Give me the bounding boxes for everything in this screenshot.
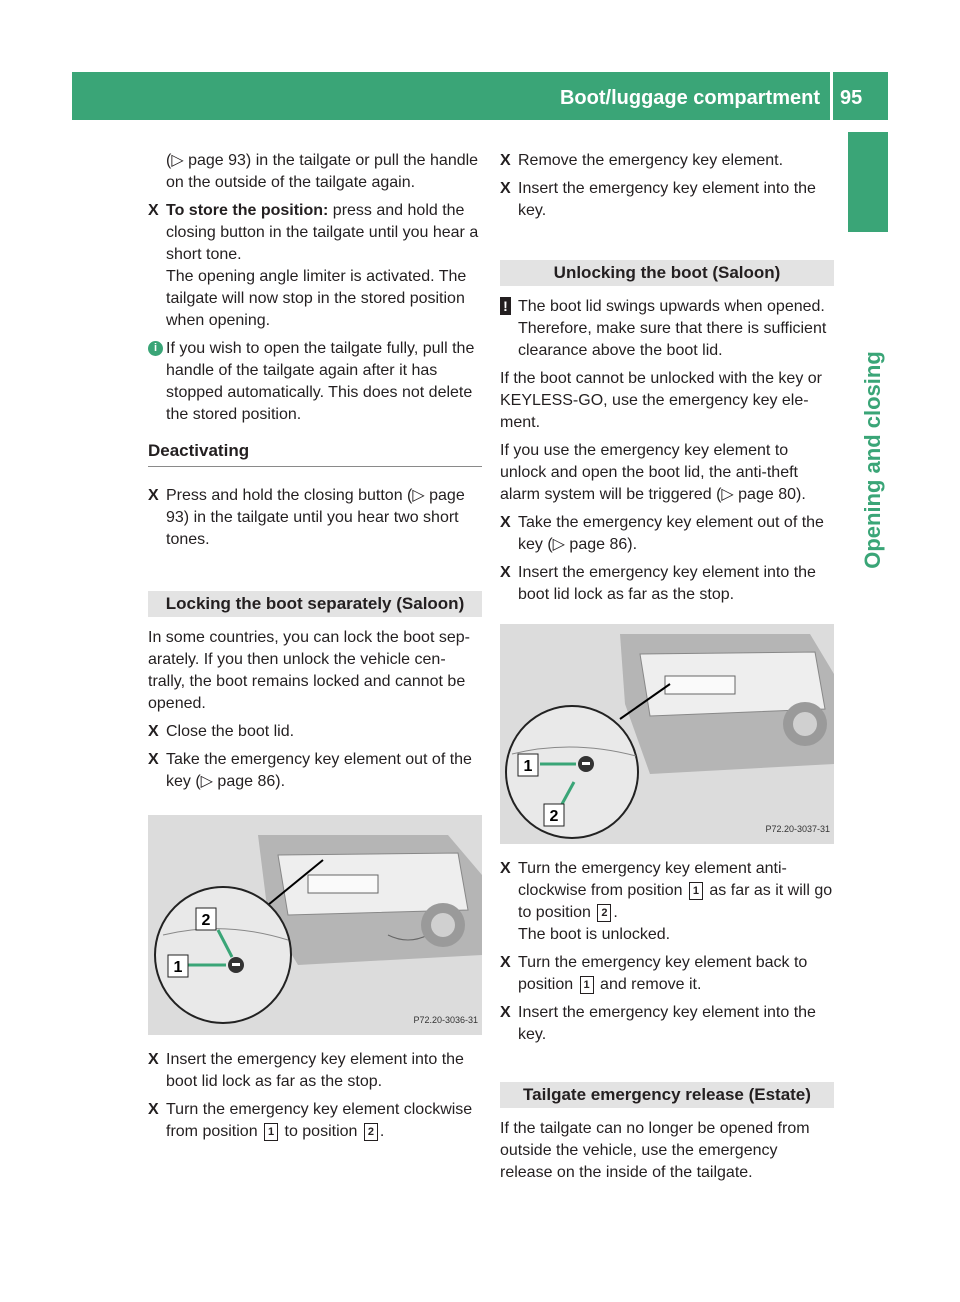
step-text: Insert the emergency key element into the key. [518, 180, 816, 219]
step-take-key-right [500, 512, 834, 556]
step-marker: X [148, 751, 159, 768]
step-text: Insert the emergency key element into the boot lid lock as far as the stop. [166, 1051, 464, 1090]
step-deactivate [148, 485, 482, 551]
step-text-a: Turn the emergency key element anti- clockwise from position [518, 860, 787, 899]
warning-note [500, 296, 834, 362]
step-text-b: to position [280, 1123, 362, 1140]
step-marker: X [500, 860, 511, 877]
unlocked-result: The boot is unlocked. [518, 926, 671, 943]
step-marker: X [148, 487, 159, 504]
step-insert-lock-right [500, 562, 834, 606]
info-icon: i [148, 341, 163, 356]
position-1-badge: 1 [689, 882, 703, 900]
step-marker: X [500, 514, 511, 531]
step-text: Insert the emergency key element into the key. [518, 1004, 816, 1043]
store-label: To store the position: [166, 202, 329, 219]
figure-caption: P72.20-3036-31 [413, 1015, 478, 1025]
info-note [148, 338, 482, 426]
warning-text: The boot lid swings upwards when opened. Therefore, make sure that there is sufficient clearance above the boot lid. [518, 298, 827, 359]
boot-lock-figure-1 [148, 815, 482, 1035]
step-insert-lock [148, 1049, 482, 1093]
step-text: Close the boot lid. [166, 723, 295, 740]
callout-2: 2 [201, 912, 211, 929]
step-text-b: as far as it will go to position [518, 882, 833, 921]
step-marker: X [500, 1004, 511, 1021]
car-rear-illustration [148, 815, 482, 1035]
paragraph-unlock-2: If you use the emergency key element to unlock and open the boot lid, the anti-theft alarm system will be triggered (▷ page 80). [500, 442, 806, 503]
store-result: The opening angle limiter is activated. The tailgate will now stop in the stored position when opening. [166, 268, 467, 329]
tailgate-paragraph: If the tailgate can no longer be opened from outside the vehicle, use the emergency release on the inside of the tailgate. [500, 1120, 810, 1181]
store-text: press and hold the closing button in the tailgate until you hear a short tone. [166, 202, 479, 263]
step-text-a: Turn the emergency key element clockwise from position [166, 1101, 473, 1140]
step-marker: X [500, 564, 511, 581]
page-header-title: Boot/luggage compartment [559, 87, 820, 109]
step-text-c: . [379, 1123, 385, 1140]
step-text-c: . [613, 904, 618, 921]
boot-lock-figure-2 [500, 624, 834, 844]
step-marker: X [148, 723, 159, 740]
step-turn-anticlockwise [500, 858, 834, 946]
step-close [148, 721, 482, 743]
car-rear-illustration [500, 624, 834, 844]
step-text: Take the emergency key element out of the key (▷ page 86). [518, 514, 824, 553]
callout-1: 1 [523, 758, 533, 775]
step-insert-key-2 [500, 1002, 834, 1046]
step-take-key [148, 749, 482, 793]
step-marker: X [500, 180, 511, 197]
chapter-title: Opening and closing [860, 351, 885, 569]
position-2-badge: 2 [597, 904, 611, 922]
info-text: If you wish to open the tailgate fully, pull the handle of the tailgate again after it has stopped automatically. This does not delete the stored position. [166, 340, 475, 423]
deactivating-heading: Deactivating [148, 440, 482, 467]
locking-paragraph: In some countries, you can lock the boot sep- arately. If you then unlock the vehicle cen- trally, the boot remains locked and cannot be opened. [148, 629, 470, 712]
chapter-tab [848, 132, 888, 232]
callout-2: 2 [549, 808, 559, 825]
step-insert-key [500, 178, 834, 222]
step-marker: X [148, 202, 159, 219]
step-text: Press and hold the closing button (▷ page 93) in the tailgate until you hear two short tones. [166, 487, 465, 548]
step-remove-key [500, 150, 834, 172]
step-turn-clockwise [148, 1099, 482, 1143]
step-text: Remove the emergency key element. [518, 152, 784, 169]
unlocking-heading: Unlocking the boot (Saloon) [500, 260, 834, 286]
step-store-position [148, 200, 482, 332]
step-marker: X [148, 1101, 159, 1118]
continued-text: (▷ page 93) in the tailgate or pull the handle on the outside of the tailgate again. [166, 152, 479, 191]
step-text: Take the emergency key element out of the key (▷ page 86). [166, 751, 472, 790]
step-text-a: Turn the emergency key element back to position [518, 954, 808, 993]
callout-1: 1 [173, 959, 183, 976]
step-marker: X [500, 152, 511, 169]
right-column [500, 150, 834, 1190]
position-1-badge: 1 [580, 976, 594, 994]
left-column [148, 150, 482, 1149]
step-marker: X [500, 954, 511, 971]
tailgate-heading: Tailgate emergency release (Estate) [500, 1082, 834, 1108]
locking-heading: Locking the boot separately (Saloon) [148, 591, 482, 617]
step-text-b: and remove it. [595, 976, 702, 993]
paragraph-unlock-1: If the boot cannot be unlocked with the key or KEYLESS-GO, use the emergency key ele- ment. [500, 370, 822, 431]
step-marker: X [148, 1051, 159, 1068]
warning-icon: ! [500, 297, 511, 315]
position-2-badge: 2 [364, 1123, 378, 1141]
header-separator [830, 72, 833, 120]
step-turn-back [500, 952, 834, 996]
figure-caption: P72.20-3037-31 [765, 824, 830, 834]
page-number: 95 [840, 87, 863, 109]
step-text: Insert the emergency key element into the boot lid lock as far as the stop. [518, 564, 816, 603]
position-1-badge: 1 [264, 1123, 278, 1141]
